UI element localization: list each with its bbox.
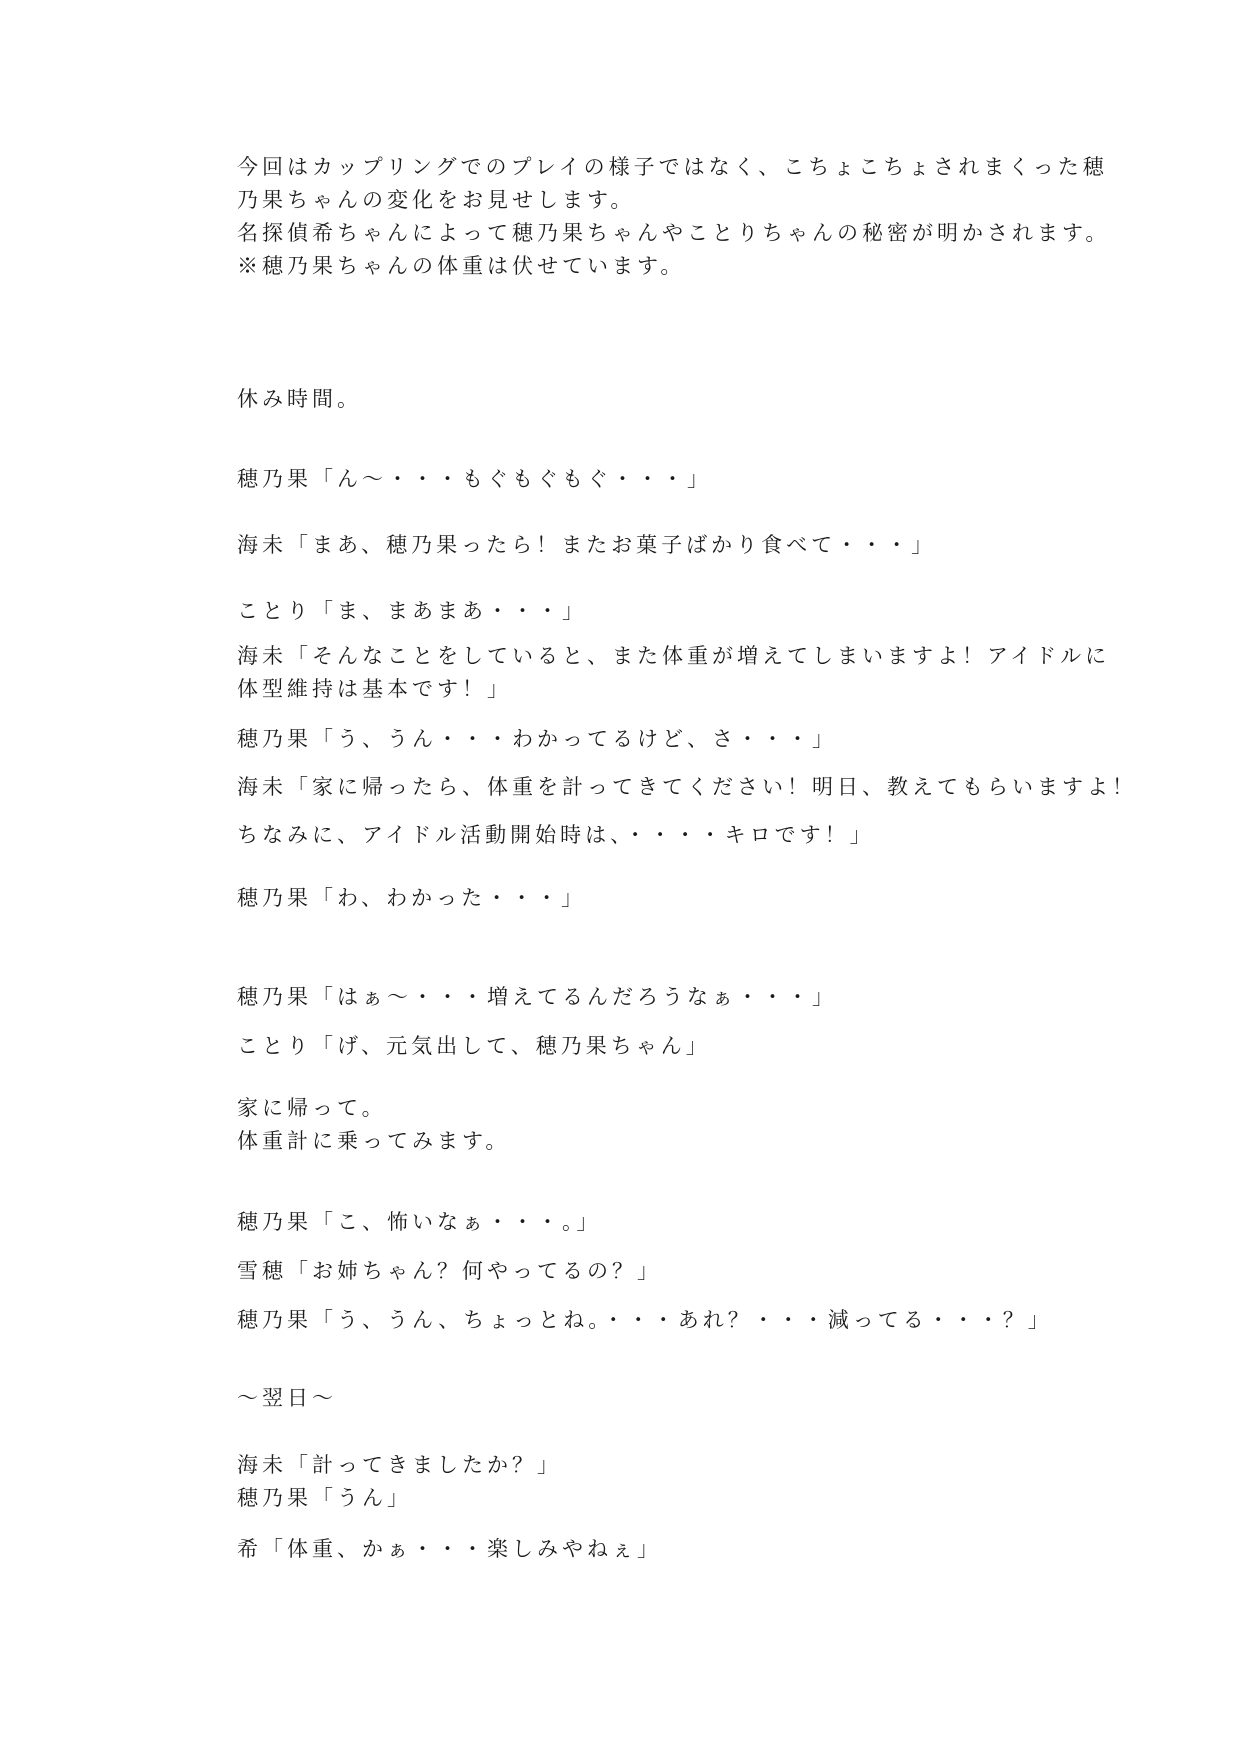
intro-line-2: 乃果ちゃんの変化をお見せします。 [237,188,636,212]
dialogue-line-continuation: 体型維持は基本です！」 [237,677,512,701]
scene-heading: 〜翌日〜 [237,1386,337,1410]
intro-line-1: 今回はカップリングでのプレイの様子ではなく、こちょこちょされまくった穂 [237,155,1108,179]
dialogue-line: 海未「まあ、穂乃果ったら！またお菓子ばかり食べて・・・」 [237,533,937,557]
dialogue-line: 希「体重、かぁ・・・楽しみやねぇ」 [237,1537,662,1561]
dialogue-line: 穂乃果「う、うん、ちょっとね。・・・あれ？・・・減ってる・・・？」 [237,1308,1053,1332]
narration-line: 体重計に乗ってみます。 [237,1129,511,1153]
dialogue-line: 海未「計ってきましたか？」 [237,1453,562,1477]
scene-heading: 休み時間。 [237,387,362,411]
dialogue-line: 穂乃果「ん〜・・・もぐもぐもぐ・・・」 [237,467,712,491]
intro-line-3: 名探偵希ちゃんによって穂乃果ちゃんやことりちゃんの秘密が明かされます。 [237,221,1111,245]
dialogue-line: ことり「げ、元気出して、穂乃果ちゃん」 [237,1034,711,1058]
dialogue-line: 雪穂「お姉ちゃん？何やってるの？」 [237,1259,662,1283]
narration-line: 家に帰って。 [237,1096,387,1120]
dialogue-line: 穂乃果「わ、わかった・・・」 [237,886,587,910]
intro-line-4: ※穂乃果ちゃんの体重は伏せています。 [237,254,686,278]
dialogue-line: ことり「ま、まあまあ・・・」 [237,599,587,623]
dialogue-line: 穂乃果「こ、怖いなぁ・・・。」 [237,1210,602,1234]
dialogue-line: 穂乃果「う、うん・・・わかってるけど、さ・・・」 [237,727,837,751]
dialogue-line-continuation: ちなみに、アイドル活動開始時は、・・・・キロです！」 [237,823,875,847]
dialogue-line: 穂乃果「はぁ〜・・・増えてるんだろうなぁ・・・」 [237,985,837,1009]
dialogue-line: 海未「そんなことをしていると、また体重が増えてしまいますよ！アイドルに [237,644,1111,668]
dialogue-line: 海未「家に帰ったら、体重を計ってきてください！明日、教えてもらいますよ！ [237,775,1137,799]
dialogue-line: 穂乃果「うん」 [237,1486,412,1510]
